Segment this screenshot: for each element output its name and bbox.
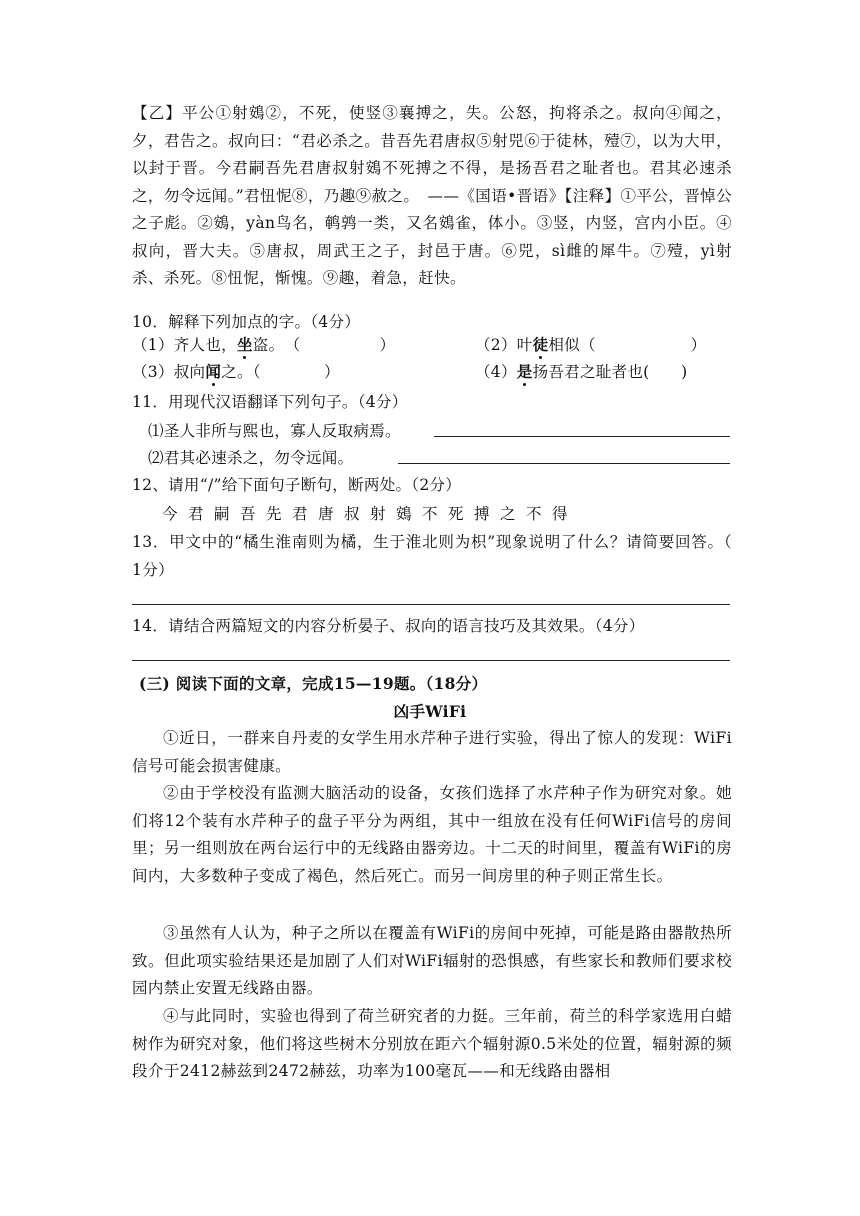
q10-item-4: （4）是扬吾君之耻者也( ) xyxy=(475,362,688,381)
yi-passage: 【乙】平公①射鴳②，不死，使竖③襄搏之，失。公怒，拘将杀之。叔向④闻之，夕，君告之。叔向曰：“君必杀之。昔吾先君唐叔⑤射兕⑥于徒林，殪⑦，以为大甲，以封于晋。今君嗣吾先君唐叔射鴳不死搏之不得，是扬吾君之耻者也。君其必速杀之，勿令远闻。”君忸怩⑧，乃趣⑨赦之。 ——《国语•晋语》【注释】①平公，晋悼公之子彪。②鴳，yàn鸟名，鹌鹑一类，又名鴳雀，体小。③竖，内竖，宫内小臣。④叔向，晋大夫。⑤唐叔，周武王之子，封邑于唐。⑥兕，sì雌的犀牛。⑦殪，yì射杀、杀死。⑧忸怩，惭愧。⑨趣，着急，赶快。 xyxy=(132,104,732,287)
q11-sentence-1: ⑴圣人非所与熙也，寡人反取病焉。 xyxy=(148,422,401,440)
answer-line xyxy=(132,604,730,605)
q10-item-2: （2）叶徒相似（ ） xyxy=(475,335,707,354)
dotted-char: 坐 xyxy=(236,335,253,354)
article-para-2: ②由于学校没有监测大脑活动的设备，女孩们选择了水芹种子作为研究对象。她们将12个装有水芹种子的盘子平分为两组，其中一组放在没有任何WiFi信号的房间里；另一组则放在两台运行中的无线路由器旁边。十二天的时间里，覆盖有WiFi的房间内，大多数种子变成了褐色，然后死亡。而另一间房里的种子则正常生长。 xyxy=(132,784,732,885)
article-title: 凶手WiFi xyxy=(393,702,467,721)
answer-line xyxy=(398,463,730,464)
article-para-1: ①近日，一群来自丹麦的女学生用水芹种子进行实验，得出了惊人的发现：WiFi信号可能会损害健康。 xyxy=(132,729,732,775)
dotted-char: 闻 xyxy=(205,362,222,381)
q11-title: 11．用现代汉语翻译下列句子。（4分） xyxy=(132,393,408,411)
q14-question: 14．请结合两篇短文的内容分析晏子、叔向的语言技巧及其效果。（4分） xyxy=(132,617,645,635)
answer-line xyxy=(434,436,730,437)
q10-item-3: （3）叔向闻之。（ ） xyxy=(132,362,340,381)
article-para-4: ④与此同时，实验也得到了荷兰研究者的力挺。三年前，荷兰的科学家选用白蜡树作为研究对象，他们将这些树木分别放在距六个辐射源0.5米处的位置，辐射源的频段介于2412赫兹到2472赫兹，功率为100毫瓦——和无线路由器相 xyxy=(132,1007,732,1080)
dotted-char: 徒 xyxy=(532,335,549,354)
q11-sentence-2: ⑵君其必速杀之，勿令远闻。 xyxy=(148,449,354,467)
article-para-3: ③虽然有人认为，种子之所以在覆盖有WiFi的房间中死掉，可能是路由器散热所致。但此项实验结果还是加剧了人们对WiFi辐射的恐惧感，有些家长和教师们要求校园内禁止安置无线路由器。 xyxy=(132,924,732,997)
section-3-heading: (三) 阅读下面的文章，完成15—19题。（18分） xyxy=(139,674,488,693)
q10-title: 10．解释下列加点的字。（4分） xyxy=(132,313,361,331)
q12-sentence: 今君嗣吾先君唐叔射鴳不死搏之不得 xyxy=(162,505,579,523)
q10-item-1: （1）齐人也，坐盗。 （ ） xyxy=(132,335,396,354)
q12-title: 12、请用“/”给下面句子断句，断两处。（2分） xyxy=(132,476,462,494)
q13-question: 13．甲文中的“橘生淮南则为橘，生于淮北则为枳”现象说明了什么？请简要回答。（ 1分） xyxy=(132,533,732,579)
answer-line xyxy=(132,660,730,661)
dotted-char: 是 xyxy=(516,362,533,381)
